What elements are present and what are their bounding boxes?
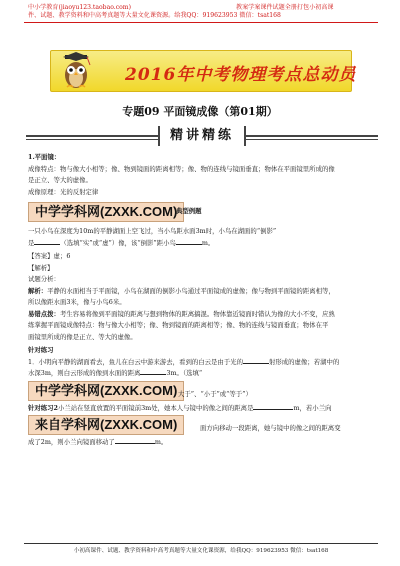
explanation	[28, 286, 376, 298]
practice-q2	[28, 403, 376, 415]
watermark-zxxk-2: 中学学科网(ZXXK.COM)	[28, 381, 184, 401]
blank-2	[176, 238, 202, 245]
watermark-zxxk-3: 来自学科网(ZXXK.COM)	[28, 415, 184, 435]
pq1-part-d: 3m。（选填“	[166, 369, 203, 377]
imaging-features-cont: 是正立、等大的虚像。	[28, 176, 92, 184]
pitfall-label: 易错点拨：	[28, 309, 60, 318]
header-shop-name: 中小学教育(jiaoyu123.taobao.com)	[28, 4, 131, 11]
watermark-zxxk-1: 中学学科网(ZXXK.COM)	[28, 202, 184, 222]
section-heading: 精讲精练	[158, 126, 246, 146]
pitfall-cont-2: 面镜里所成的像是正立、等大的虚像。	[28, 332, 137, 341]
explanation-label: 解析：	[28, 286, 48, 295]
header-divider	[24, 22, 378, 23]
page-footer: 小初高课件、试题、教学资料和中高考真题等大量文化课资源，给我QQ：919623953 微信：tsat168	[73, 548, 329, 554]
banner	[50, 50, 357, 92]
imaging-principle: 成像原理：光的反射定律	[28, 187, 99, 196]
practice-q1-cont	[28, 368, 376, 380]
answer: 【答案】虚；6	[28, 252, 71, 260]
section-heading-bar	[26, 125, 378, 149]
pq1-part-e: 大于”、“小于”或“等于”）	[178, 389, 252, 398]
practice-label: 针对练习	[28, 346, 54, 354]
pq1-part-a: 1．小明向平静的湖面看去，鱼儿在白云中游来游去，看到的白云是由于光的	[28, 357, 243, 366]
owl-mascot-icon	[57, 51, 95, 91]
practice-q2-cont	[28, 437, 376, 449]
question-1: 一只小鸟在深度为10m的平静湖面上空飞过，当小鸟距水面3m时，小鸟在湖面的“倒影”	[28, 227, 277, 235]
pq1-part-c: 水深3m，则白云形成的像到水面的距离	[28, 369, 141, 377]
pq2-part-e: m。	[154, 438, 168, 446]
pq1-part-b: 射形成的虚像；若湖中的	[268, 357, 340, 366]
blank-5	[253, 403, 293, 410]
watermark-row-3	[28, 415, 376, 437]
topic-title: 专题09 平面镜成像（第01期）	[122, 105, 278, 118]
explanation-text: 平静的水面相当于平面镜，小鸟在湖面的倒影小鸟通过平面镜成的虚像；像与物到平面镜的距离相等，	[47, 286, 335, 295]
blank-6	[115, 437, 155, 444]
q1-part-c: m。	[201, 238, 215, 247]
blank-1	[34, 238, 60, 245]
pitfall-text: 考生容易将像到平面镜的距离与想到物体的距离搞混。物体靠近镜面时错认为像的大小不变，应熟	[59, 309, 335, 318]
watermark-row-2	[28, 381, 376, 403]
heading-plane-mirror: 1.平面镜：	[28, 153, 61, 161]
example-label: 典型例题	[176, 207, 202, 215]
pitfall	[28, 309, 376, 321]
pq2-part-d: 成了2m，则小兰向镜面移动了	[28, 438, 115, 446]
practice-q1	[28, 357, 376, 369]
analysis-sub: 试题分析：	[28, 275, 60, 283]
question-1-blanks	[28, 238, 376, 250]
footer-divider	[24, 543, 378, 544]
pq2-part-b: m，若小兰向	[293, 403, 332, 412]
q1-part-a: 是	[28, 238, 35, 247]
watermark-row-1	[28, 202, 376, 224]
banner-title: 2016年中考物理考点总动员	[125, 65, 357, 85]
header-ad-line2: 件、试题、教学资料和中高考真题等大量文化课资源。给我QQ：919623953 微信：tsat168	[28, 12, 281, 19]
analysis-label: 【解析】	[28, 263, 54, 272]
q1-part-b: （选填“实”或“虚”）像，该“倒影”距小鸟	[60, 238, 176, 247]
imaging-features	[28, 164, 376, 176]
imaging-features-text: 成像特点：物与像大小相等；像、物到镜面的距离相等；像、物的连线与镜面垂直；物体在平面镜里所成的像	[28, 164, 335, 173]
pq2-part-c: 面方向移动一段距离，她与镜中的像之间的距离变	[200, 424, 341, 432]
pitfall-cont-1: 练掌握平面镜成像特点：物与像大小相等；像、物到镜面的距离相等；像、物的连线与镜面垂直；物体在平	[28, 321, 329, 329]
document-body	[28, 152, 376, 449]
practice-q2-label: 针对练习2	[28, 403, 59, 412]
blank-3	[243, 357, 269, 364]
header-ad-line1: 教案学案课件试题全册打包小初高课	[236, 4, 334, 11]
page-header	[0, 0, 400, 24]
pq2-part-a: 小兰站在竖直放置的平面镜前3m处，她本人与镜中的像之间的距离是	[58, 403, 254, 412]
explanation-cont: 所以像距水面3米，像与小鸟6米。	[28, 298, 126, 306]
blank-4	[140, 368, 166, 375]
